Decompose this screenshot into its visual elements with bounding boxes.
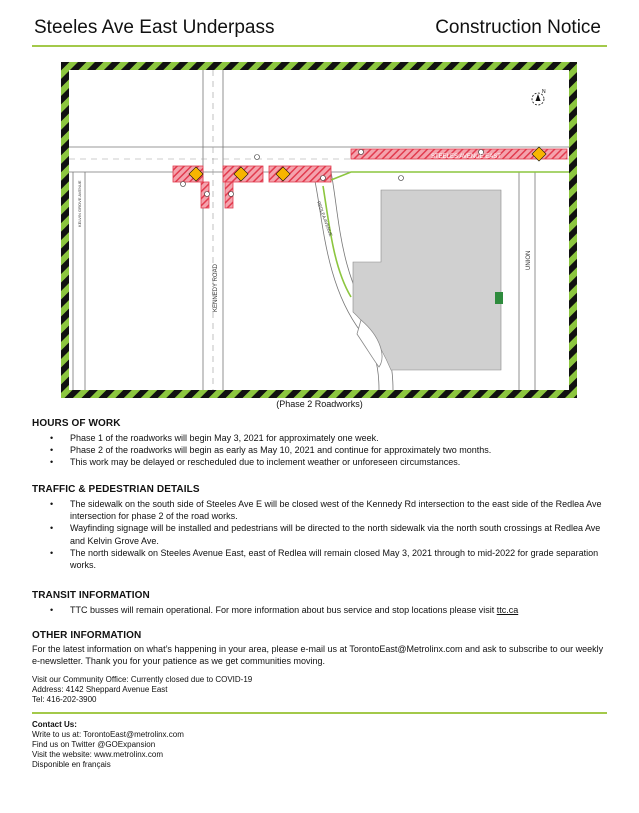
- union-label: UNION: [526, 250, 532, 270]
- list-item: • The north sidewalk on Steeles Avenue East, east of Redlea will remain closed May 3, 2021 through to mid-2022 for grade separation works.: [32, 547, 607, 571]
- ttc-link[interactable]: ttc.ca: [496, 605, 519, 615]
- contact-twitter[interactable]: Find us on Twitter @GOExpansion: [32, 740, 156, 749]
- traffic-list: [32, 498, 607, 571]
- list-item: • Phase 1 of the roadworks will begin May 3, 2021 for approximately one week.: [32, 432, 607, 444]
- footer-divider: [32, 712, 607, 714]
- other-title: OTHER INFORMATION: [32, 630, 142, 641]
- list-item: [32, 604, 607, 616]
- office-phone: Tel: 416-202-3900: [32, 695, 97, 704]
- transit-title: TRANSIT INFORMATION: [32, 590, 150, 601]
- list-item: • Phase 2 of the roadworks will begin as early as May 10, 2021 and continue for approximately two months.: [32, 444, 607, 456]
- hours-title: HOURS OF WORK: [32, 418, 121, 429]
- contact-heading: Contact Us:: [32, 720, 77, 729]
- redlea-label: REDLEA AVENUE: [316, 200, 334, 238]
- transit-text: TTC busses will remain operational. For more information about bus service and stop locations please visit: [70, 605, 497, 615]
- contact-website[interactable]: Visit the website: www.metrolinx.com: [32, 750, 164, 759]
- notice-type: Construction Notice: [435, 17, 601, 38]
- contact-email[interactable]: Write to us at: TorontoEast@metrolinx.com: [32, 730, 184, 739]
- kelvin-label: KELVIN GROVE AVENUE: [77, 180, 82, 227]
- transit-list: [32, 604, 607, 616]
- hours-list: [32, 432, 607, 469]
- office-info: [32, 675, 252, 705]
- contact-french: Disponible en français: [32, 760, 111, 769]
- list-item: • Wayfinding signage will be installed and pedestrians will be directed to the north sidewalk via the north south crossings at Redlea Ave and Kelvin Grove Ave.: [32, 522, 607, 546]
- construction-map: [61, 62, 577, 398]
- north-label: N: [542, 89, 546, 95]
- steeles-label: STEELES AVENUE EAST: [431, 154, 501, 160]
- page-title: Steeles Ave East Underpass: [34, 17, 275, 38]
- list-item: • This work may be delayed or rescheduled due to inclement weather or unforeseen circumstances.: [32, 456, 607, 468]
- office-address: Address: 4142 Sheppard Avenue East: [32, 685, 168, 694]
- list-item: • The sidewalk on the south side of Steeles Ave E will be closed west of the Kennedy Rd intersection to the east side of the Redlea Ave intersection for phase 2 of the road works.: [32, 498, 607, 522]
- office-line: Visit our Community Office: Currently closed due to COVID-19: [32, 675, 253, 684]
- header-divider: [32, 45, 607, 47]
- go-station-icon: [495, 292, 503, 304]
- contact-block: [32, 720, 184, 770]
- page-header: [32, 14, 607, 44]
- other-text: For the latest information on what’s happening in your area, please e-mail us at TorontoEast@Metrolinx.com and ask to subscribe to our weekly e-newsletter. Thank you for your patience as we get communities moving.: [32, 644, 604, 667]
- map-caption: (Phase 2 Roadworks): [276, 399, 363, 409]
- traffic-title: TRAFFIC & PEDESTRIAN DETAILS: [32, 484, 200, 495]
- kennedy-label: KENNEDY ROAD: [213, 264, 219, 312]
